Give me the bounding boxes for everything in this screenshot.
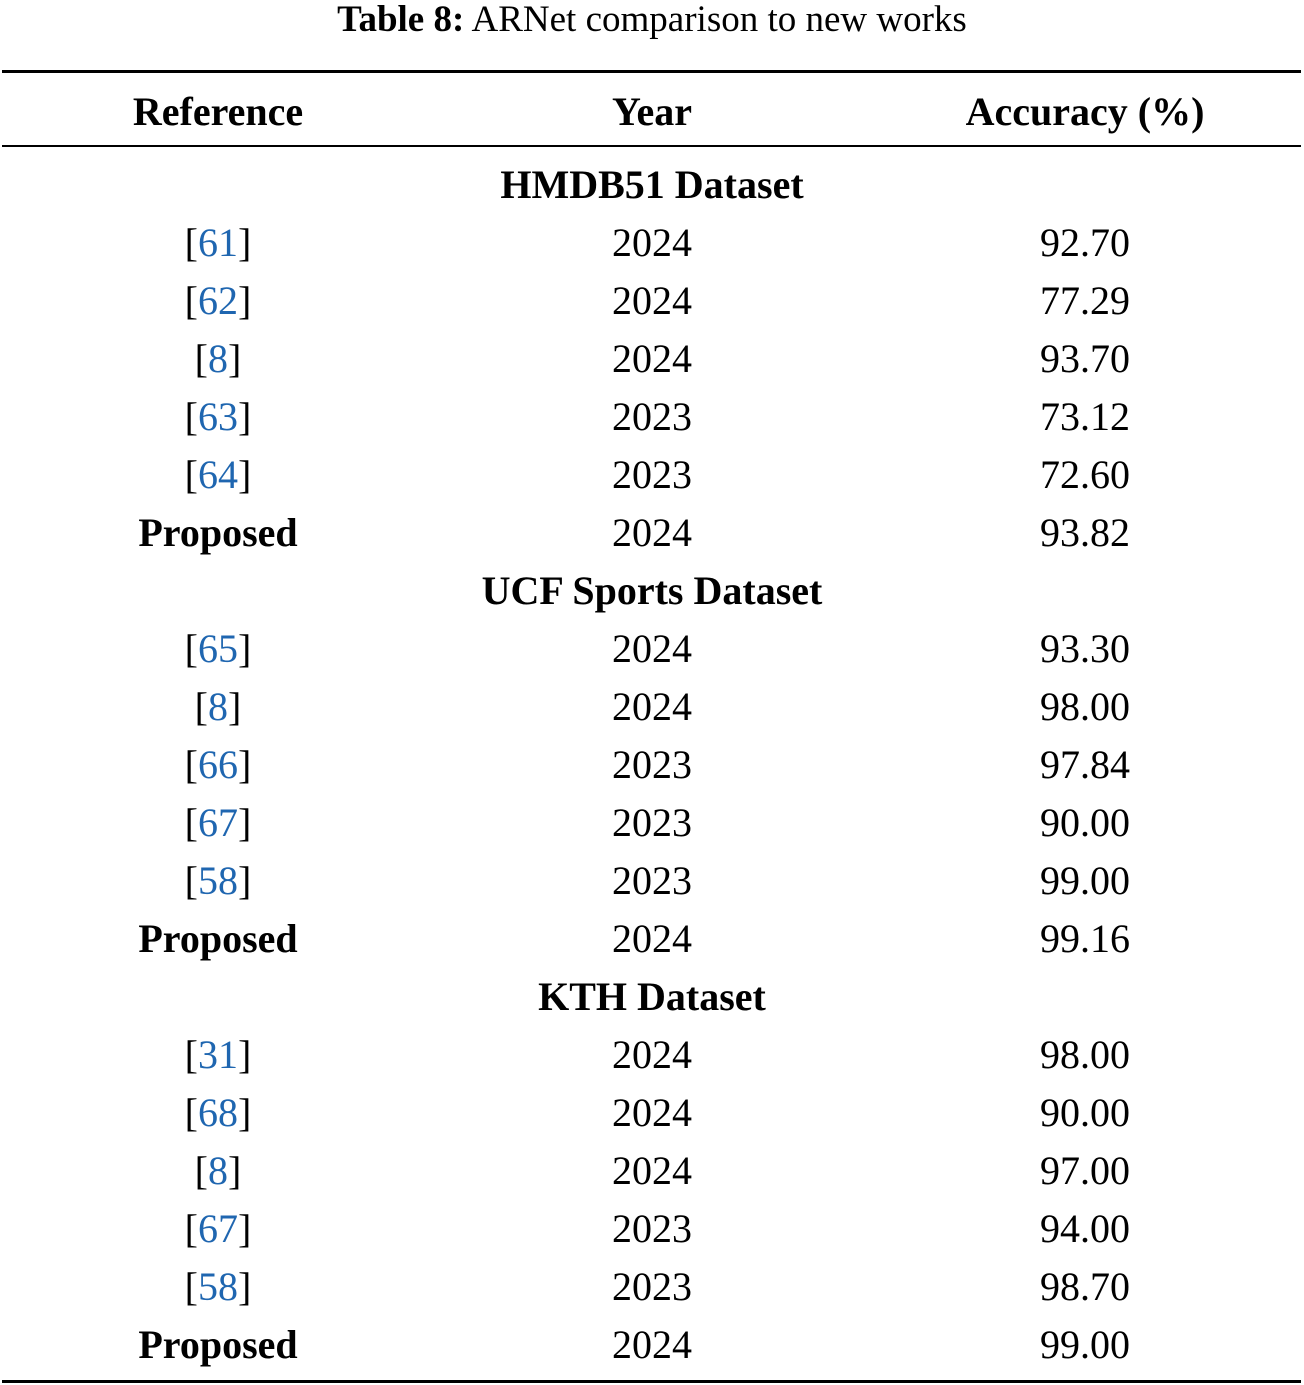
proposed-label: Proposed (138, 916, 298, 961)
bracket-open: [ (184, 626, 198, 671)
table-caption (0, 0, 1304, 40)
accuracy-cell: 73.12 (1040, 394, 1130, 439)
bracket-close: ] (238, 1090, 252, 1135)
accuracy-cell: 90.00 (1040, 800, 1130, 845)
bracket-open: [ (184, 394, 198, 439)
table-row (0, 272, 1304, 330)
citation-link[interactable]: 64 (198, 452, 238, 497)
table-row (0, 1142, 1304, 1200)
bracket-open: [ (184, 1206, 198, 1251)
proposed-label: Proposed (138, 1322, 298, 1367)
accuracy-cell: 97.84 (1040, 742, 1130, 787)
bracket-close: ] (228, 336, 242, 381)
table-row (0, 736, 1304, 794)
group-title: HMDB51 Dataset (500, 162, 804, 207)
table-row (0, 504, 1304, 562)
year-cell: 2024 (612, 1032, 692, 1077)
accuracy-cell: 99.00 (1040, 1322, 1130, 1367)
year-cell: 2023 (612, 1206, 692, 1251)
reference-cell (0, 1200, 436, 1258)
table-row (0, 330, 1304, 388)
bracket-open: [ (184, 858, 198, 903)
bracket-open: [ (184, 452, 198, 497)
reference-cell (0, 388, 436, 446)
bracket-close: ] (238, 1206, 252, 1251)
reference-cell (0, 794, 436, 852)
bracket-open: [ (184, 278, 198, 323)
header-accuracy: Accuracy (%) (965, 89, 1205, 134)
year-cell: 2024 (612, 278, 692, 323)
accuracy-cell: 99.16 (1040, 916, 1130, 961)
bracket-close: ] (228, 1148, 242, 1193)
year-cell: 2024 (612, 220, 692, 265)
group-header-row (0, 156, 1304, 214)
reference-cell (0, 446, 436, 504)
accuracy-cell: 92.70 (1040, 220, 1130, 265)
bracket-close: ] (238, 278, 252, 323)
accuracy-cell: 93.70 (1040, 336, 1130, 381)
citation-link[interactable]: 66 (198, 742, 238, 787)
bracket-open: [ (194, 684, 208, 729)
citation-link[interactable]: 65 (198, 626, 238, 671)
bracket-close: ] (238, 1264, 252, 1309)
table-row (0, 852, 1304, 910)
accuracy-cell: 97.00 (1040, 1148, 1130, 1193)
accuracy-cell: 72.60 (1040, 452, 1130, 497)
bracket-open: [ (184, 1032, 198, 1077)
year-cell: 2024 (612, 916, 692, 961)
reference-cell (0, 1026, 436, 1084)
bracket-close: ] (238, 800, 252, 845)
reference-cell (0, 1084, 436, 1142)
group-title: UCF Sports Dataset (481, 568, 823, 613)
bracket-close: ] (238, 1032, 252, 1077)
citation-link[interactable]: 61 (198, 220, 238, 265)
accuracy-cell: 90.00 (1040, 1090, 1130, 1135)
year-cell: 2024 (612, 1148, 692, 1193)
accuracy-cell: 77.29 (1040, 278, 1130, 323)
header-year: Year (612, 89, 692, 134)
table-row (0, 678, 1304, 736)
table-row (0, 620, 1304, 678)
bracket-close: ] (238, 220, 252, 265)
year-cell: 2023 (612, 394, 692, 439)
year-cell: 2024 (612, 1090, 692, 1135)
year-cell: 2024 (612, 684, 692, 729)
citation-link[interactable]: 67 (198, 800, 238, 845)
year-cell: 2023 (612, 742, 692, 787)
group-title: KTH Dataset (538, 974, 766, 1019)
reference-cell (0, 852, 436, 910)
bracket-open: [ (184, 1090, 198, 1135)
bracket-close: ] (238, 626, 252, 671)
bracket-open: [ (184, 220, 198, 265)
table-row (0, 1026, 1304, 1084)
reference-cell (0, 214, 436, 272)
bracket-open: [ (184, 1264, 198, 1309)
citation-link[interactable]: 67 (198, 1206, 238, 1251)
accuracy-cell: 94.00 (1040, 1206, 1130, 1251)
bracket-close: ] (238, 452, 252, 497)
citation-link[interactable]: 8 (208, 336, 228, 381)
bracket-close: ] (238, 858, 252, 903)
reference-cell (0, 1316, 436, 1374)
year-cell: 2024 (612, 510, 692, 555)
table-row (0, 1084, 1304, 1142)
caption-text: ARNet comparison to new works (471, 0, 967, 40)
year-cell: 2023 (612, 1264, 692, 1309)
bracket-open: [ (194, 336, 208, 381)
table-row (0, 910, 1304, 968)
reference-cell (0, 272, 436, 330)
year-cell: 2023 (612, 800, 692, 845)
bracket-close: ] (238, 742, 252, 787)
group-header-row (0, 968, 1304, 1026)
table-row (0, 794, 1304, 852)
citation-link[interactable]: 62 (198, 278, 238, 323)
citation-link[interactable]: 68 (198, 1090, 238, 1135)
table-row (0, 1200, 1304, 1258)
accuracy-cell: 93.30 (1040, 626, 1130, 671)
accuracy-cell: 98.70 (1040, 1264, 1130, 1309)
header-rule (2, 145, 1301, 147)
year-cell: 2023 (612, 452, 692, 497)
citation-link[interactable]: 58 (198, 858, 238, 903)
bottom-rule (2, 1380, 1301, 1383)
reference-cell (0, 330, 436, 388)
table-row (0, 388, 1304, 446)
reference-cell (0, 910, 436, 968)
year-cell: 2024 (612, 626, 692, 671)
accuracy-cell: 98.00 (1040, 684, 1130, 729)
accuracy-cell: 99.00 (1040, 858, 1130, 903)
table-body (0, 156, 1304, 1374)
table-row (0, 446, 1304, 504)
table-row (0, 214, 1304, 272)
bracket-open: [ (184, 800, 198, 845)
table-row (0, 1258, 1304, 1316)
reference-cell (0, 504, 436, 562)
accuracy-cell: 98.00 (1040, 1032, 1130, 1077)
reference-cell (0, 620, 436, 678)
reference-cell (0, 1142, 436, 1200)
table-row (0, 1316, 1304, 1374)
reference-cell (0, 736, 436, 794)
reference-cell (0, 1258, 436, 1316)
year-cell: 2024 (612, 1322, 692, 1367)
accuracy-cell: 93.82 (1040, 510, 1130, 555)
year-cell: 2024 (612, 336, 692, 381)
caption-label: Table 8: (337, 0, 465, 40)
citation-link[interactable]: 8 (208, 1148, 228, 1193)
top-rule (2, 70, 1301, 73)
bracket-open: [ (194, 1148, 208, 1193)
group-header-row (0, 562, 1304, 620)
bracket-open: [ (184, 742, 198, 787)
citation-link[interactable]: 31 (198, 1032, 238, 1077)
header-reference: Reference (132, 89, 304, 134)
table-header (0, 82, 1304, 142)
bracket-close: ] (228, 684, 242, 729)
reference-cell (0, 678, 436, 736)
year-cell: 2023 (612, 858, 692, 903)
bracket-close: ] (238, 394, 252, 439)
citation-link[interactable]: 58 (198, 1264, 238, 1309)
citation-link[interactable]: 63 (198, 394, 238, 439)
citation-link[interactable]: 8 (208, 684, 228, 729)
proposed-label: Proposed (138, 510, 298, 555)
